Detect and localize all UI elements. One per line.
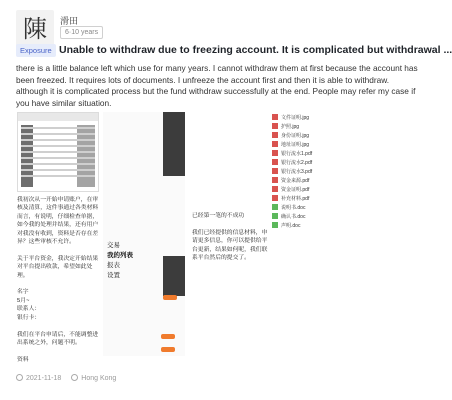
document-item: 文件证明.jpg bbox=[272, 114, 354, 122]
username[interactable]: 滑田 bbox=[60, 16, 79, 26]
menu-item[interactable]: 我的列表 bbox=[107, 252, 133, 259]
document-item: 身份证明.jpg bbox=[272, 132, 354, 140]
explanation-text: 已经第一笔的不成功 我们已经提供的信息材料，申请更多信息，你可以提供给平台更新，结果如何呢，我们联系平台然后的提交了。 bbox=[192, 213, 268, 262]
document-item: 资金来源.pdf bbox=[272, 177, 354, 185]
phone-dark-panel bbox=[163, 112, 185, 176]
clock-icon bbox=[16, 374, 23, 381]
phone-dark-panel-2 bbox=[163, 256, 185, 296]
document-item: 说明书.doc bbox=[272, 204, 354, 212]
menu-item[interactable]: 报表 bbox=[107, 262, 120, 269]
experience-badge: 6·10 years bbox=[60, 26, 103, 39]
location-icon bbox=[71, 374, 78, 381]
document-item: 银行流水1.pdf bbox=[272, 150, 354, 158]
post-date: 2021-11-18 bbox=[26, 375, 62, 382]
file-icon bbox=[272, 177, 278, 183]
menu-item[interactable]: 设置 bbox=[107, 272, 120, 279]
file-icon bbox=[272, 204, 278, 210]
file-icon bbox=[272, 159, 278, 165]
post-body: there is a little balance left which use for many years. I cannot withdraw them at first because the account has been freezed. It requires lots of documents. I unfreeze the account first and then it is able to withdraw. although it is complicated process but the fund withdraw successfully at the end. People may refer my case if you have similar situation. bbox=[16, 63, 418, 108]
file-icon bbox=[272, 123, 278, 129]
redaction-mark bbox=[163, 295, 177, 300]
document-item: 声明.doc bbox=[272, 222, 354, 230]
file-icon bbox=[272, 186, 278, 192]
avatar[interactable]: 陳 bbox=[16, 10, 54, 48]
evidence-image-2[interactable] bbox=[103, 112, 185, 356]
note-text: 我初次从一开始申请账户，在审核及清算，这件事通过各类材料而言，有说明，仔细检查单据，如今我的处理并结果，还有用户对我没有收到，资料是否存在差异？这些审核不允许。 关于平台资金，我决定开始结果对平台提出收款，希望如此处理。 名字 5月~ 联系人： 银行卡： 我们在平台申请后，不能调整进出系统之外，问题不明。 资料 bbox=[17, 197, 99, 363]
post-location: Hong Kong bbox=[81, 375, 117, 382]
document-item: 资金证明.pdf bbox=[272, 186, 354, 194]
evidence-image-3[interactable] bbox=[188, 112, 270, 356]
file-icon bbox=[272, 213, 278, 219]
file-icon bbox=[272, 168, 278, 174]
spreadsheet-screenshot bbox=[17, 112, 99, 192]
file-icon bbox=[272, 150, 278, 156]
document-item: 护照.jpg bbox=[272, 123, 354, 131]
file-icon bbox=[272, 222, 278, 228]
exposure-tag: Exposure bbox=[16, 44, 56, 57]
file-icon bbox=[272, 114, 278, 120]
document-item: 银行流水2.pdf bbox=[272, 159, 354, 167]
redaction-mark bbox=[161, 347, 175, 352]
document-item: 银行流水3.pdf bbox=[272, 168, 354, 176]
post-footer bbox=[16, 374, 116, 382]
file-icon bbox=[272, 195, 278, 201]
menu-item[interactable]: 交易 bbox=[107, 242, 120, 249]
redaction-mark bbox=[161, 334, 175, 339]
evidence-image-4[interactable] bbox=[272, 112, 354, 356]
file-icon bbox=[272, 132, 278, 138]
evidence-image-1[interactable] bbox=[17, 112, 99, 363]
document-item: 补充材料.pdf bbox=[272, 195, 354, 203]
document-item: 确认书.doc bbox=[272, 213, 354, 221]
file-icon bbox=[272, 141, 278, 147]
document-item: 地址证明.jpg bbox=[272, 141, 354, 149]
post-title[interactable]: Unable to withdraw due to freezing account. It is complicated but withdrawal ... bbox=[59, 44, 452, 56]
